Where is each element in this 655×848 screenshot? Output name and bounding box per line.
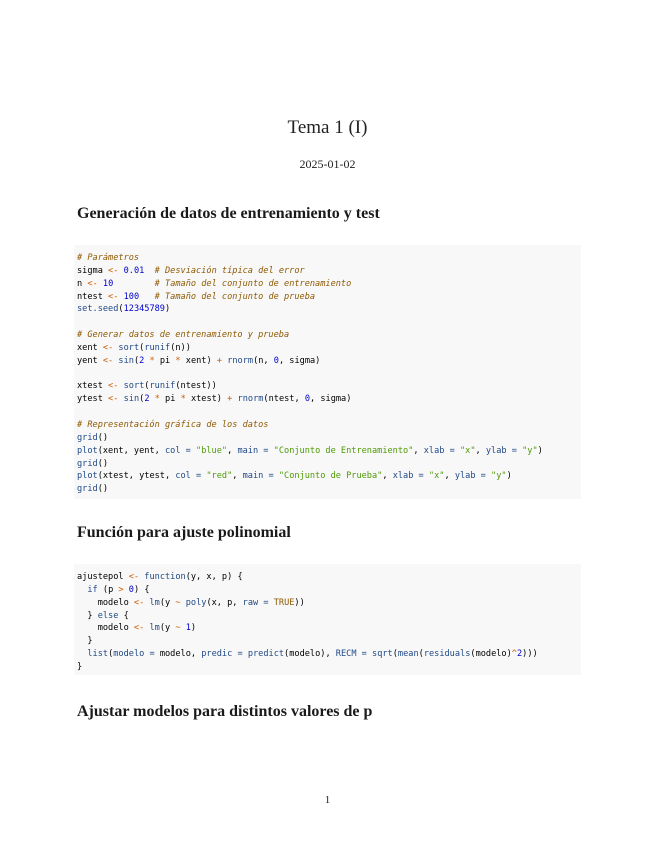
code-line [77,622,581,635]
code-line [77,470,581,483]
code-token: )) [294,597,305,608]
code-token: ) [537,445,543,456]
code-token: ( [418,649,424,660]
code-token: main = [237,445,269,456]
code-token: pi [154,355,176,366]
code-token: (modelo) [470,649,512,660]
code-token: xtest) [185,394,228,405]
code-token: (xtest, ytest, [97,471,176,482]
code-token: 2 [144,394,150,405]
code-token: { [118,610,129,621]
code-token: ntest [77,291,109,302]
code-token: rnorm [237,394,264,405]
code-token: , [227,445,238,456]
code-block-data-generation [74,245,581,499]
code-line [77,368,581,381]
code-token: plot [77,471,98,482]
code-line [77,329,581,342]
code-token: } [77,610,98,621]
code-line [77,483,581,496]
code-token: xent [77,342,103,353]
code-token: <- [133,597,145,608]
code-token: set.seed [77,304,119,315]
code-line [77,610,581,623]
code-token [77,649,87,659]
document-date: 2025-01-02 [299,157,356,171]
code-token: ( [108,649,114,660]
code-token: <- [87,278,98,289]
code-token: sort [123,381,145,392]
code-line [77,406,581,419]
code-token: (p [97,584,119,595]
code-token: 2 [516,649,523,660]
code-line [77,571,581,584]
code-token: () [97,484,109,495]
code-line [77,316,581,329]
code-token: (y [159,597,176,608]
code-token: <- [102,342,114,353]
code-token: predict [247,649,285,660]
code-token: xlab = [392,471,424,482]
code-token [139,292,155,302]
code-token: "x" [459,445,476,456]
code-token: } [77,661,83,672]
code-token: , [413,445,424,456]
code-token: , [382,471,393,482]
code-token: ( [144,381,150,392]
code-token: else [97,610,119,621]
code-token: "y" [522,445,538,456]
code-line [77,597,581,610]
code-token: <- [133,623,145,634]
code-token: ( [118,304,124,315]
code-token: ) [506,471,512,482]
code-token: 10 [102,278,114,289]
code-token: n [77,278,88,289]
code-token: ^ [511,649,517,660]
code-token [77,585,87,595]
code-token: yent [77,355,103,366]
code-token: () [97,458,109,469]
code-token: + [216,355,222,366]
page-number: 1 [324,794,331,806]
code-token: * [180,394,186,405]
code-token: list [87,649,109,660]
code-token: <- [128,572,140,582]
code-token: residuals [423,649,471,660]
code-token [113,279,154,289]
code-token: 0.01 [123,265,145,276]
code-token: "blue" [196,445,228,456]
code-token: "x" [428,471,445,482]
code-line [77,342,581,355]
code-token: if [87,584,98,595]
document-title: Tema 1 (I) [287,117,368,138]
code-token: (modelo), [284,649,336,660]
code-token: "y" [491,471,507,482]
code-token: sqrt [372,649,393,660]
code-token: ytest [77,394,109,405]
code-token: 12345789 [123,304,165,315]
code-token: xent) [180,355,217,366]
code-token: modelo = [113,649,155,660]
code-token: ))) [522,649,538,660]
code-token: ( [139,394,145,405]
code-line [77,432,581,445]
code-token: modelo [77,597,134,608]
code-token: # Tamaño del conjunto de prueba [154,291,316,302]
code-token: # Generar datos de entrenamiento y prueba [77,330,290,341]
code-token: , sigma) [310,394,352,405]
code-token: lm [149,623,160,634]
code-token: <- [108,291,119,302]
section-heading-fit-models: Ajustar modelos para distintos valores de p [77,703,373,720]
code-token: (y, x, p) { [185,572,243,582]
code-token: <- [102,355,114,366]
code-token: "red" [206,471,233,482]
code-token: , [444,471,455,482]
code-line [77,445,581,458]
code-token: ( [139,342,145,353]
code-token: runif [149,381,176,392]
code-token: ~ [175,597,181,608]
code-line [77,419,581,432]
code-token: xlab = [423,445,455,456]
code-line [77,303,581,316]
code-token: "Conjunto de Prueba" [278,471,383,482]
code-token: # Parámetros [77,253,140,263]
code-line [77,661,581,674]
code-token: 0 [273,355,279,366]
code-token: > [118,584,124,595]
code-line [77,458,581,471]
code-token: , sigma) [278,355,321,366]
code-token: ~ [175,623,181,634]
code-token: lm [149,597,160,608]
code-token: ( [133,355,140,366]
code-token: ajustepol [77,572,129,582]
code-token: * [154,394,160,405]
code-token: # Tamaño del conjunto de entrenamiento [154,278,352,289]
code-token: ) [165,304,171,315]
code-token: function [144,572,186,582]
code-token: pi [159,394,181,405]
code-token: 100 [123,291,140,302]
code-token: (n, [253,355,274,366]
code-token: ) [190,623,197,634]
code-token: * [175,355,181,366]
code-token: , [232,471,243,482]
code-token: sigma [77,265,109,276]
code-token: # Desviación típica del error [154,265,305,276]
code-token: sin [118,355,134,366]
code-token: ) { [133,584,150,595]
code-token: <- [108,381,119,392]
code-token: runif [144,342,171,353]
code-token: grid [77,432,98,443]
code-token: } [77,636,93,647]
code-token: xtest [77,381,109,392]
code-line [77,635,581,648]
code-token: 0 [128,584,134,595]
code-token: + [227,394,233,405]
code-token: <- [108,394,119,405]
code-token: (xent, yent, [97,445,165,456]
code-token: mean [397,649,419,660]
code-token: grid [77,484,98,495]
code-line [77,355,581,368]
code-token: 1 [185,623,191,634]
code-token: (n)) [170,342,191,353]
code-line [77,648,581,661]
code-token: 0 [304,394,311,405]
code-token: RECM = [335,649,367,660]
code-token [144,266,154,276]
code-token: ylab = [485,445,517,456]
code-token: "Conjunto de Entrenamiento" [273,445,414,456]
code-line [77,252,581,265]
code-token: col = [175,471,202,482]
code-token: () [97,432,109,443]
code-token: TRUE [273,597,295,608]
code-token: ylab = [454,471,486,482]
code-token: sin [123,394,140,405]
code-token: modelo [77,623,134,634]
code-line [77,380,581,393]
code-token: poly [185,597,207,608]
code-token: <- [108,265,119,276]
code-line [77,584,581,597]
code-token: main = [242,471,274,482]
code-token: col = [164,445,191,456]
code-token: rnorm [227,355,254,366]
code-block-polynomial-fit [74,564,581,675]
section-heading-polynomial-fit: Función para ajuste polinomial [77,524,291,541]
code-line [77,278,581,291]
code-token: ( [392,649,398,660]
code-token: (y [159,623,176,634]
section-heading-data-generation: Generación de datos de entrenamiento y test [77,205,380,222]
code-line [77,393,581,406]
code-line [77,265,581,278]
code-token: raw = [242,597,269,608]
code-token: (ntest)) [175,381,217,392]
code-token: modelo, [154,649,202,660]
code-token: * [149,355,155,366]
code-token: # Representación gráfica de los datos [77,419,269,430]
code-token: predic = [201,649,243,660]
code-token: plot [77,445,98,456]
code-token: 2 [139,355,145,366]
code-line [77,291,581,304]
code-token: , [475,445,486,456]
code-token: sort [118,342,140,353]
code-token: (ntest, [263,394,305,405]
code-token: grid [77,458,98,469]
code-token: (x, p, [206,597,243,608]
